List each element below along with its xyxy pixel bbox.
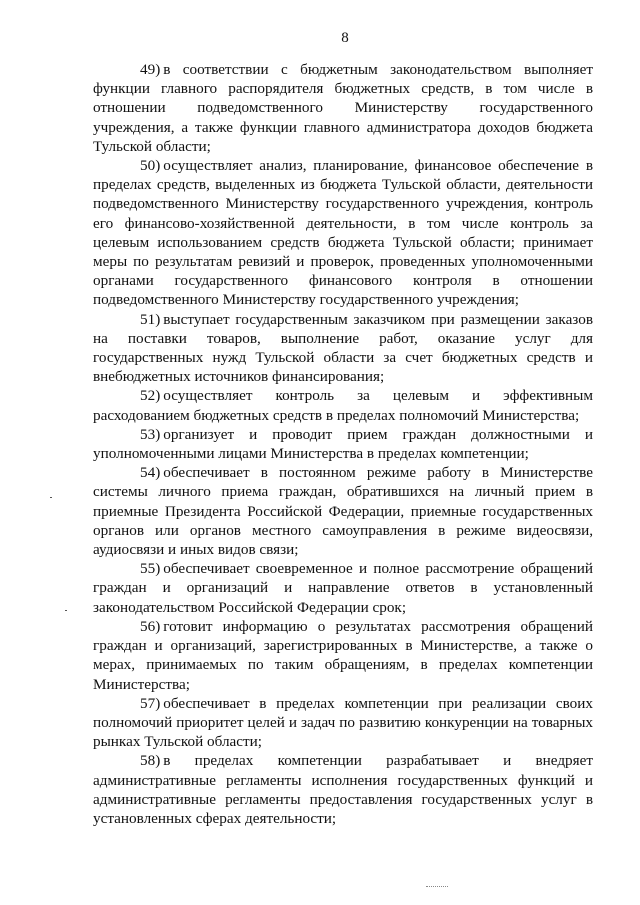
document-body xyxy=(93,60,593,828)
item-number: 56) xyxy=(140,617,161,635)
list-item xyxy=(93,386,593,424)
page-number: 8 xyxy=(341,30,349,46)
list-item xyxy=(93,463,593,559)
item-number: 54) xyxy=(140,464,161,482)
item-text: обеспечивает своевременное и полное рассмотрение обращений граждан и организаций и направление ответов в установленный законодательством Российской Федерации срок; xyxy=(93,560,593,616)
item-number: 51) xyxy=(140,310,161,328)
item-number: 49) xyxy=(140,61,161,78)
list-item xyxy=(93,310,593,387)
scan-artifact xyxy=(426,886,448,888)
item-number: 52) xyxy=(140,387,161,405)
item-text: осуществляет контроль за целевым и эффективным расходованием бюджетных средств в пределах полномочий Министерства; xyxy=(93,387,593,424)
item-number: 50) xyxy=(140,157,161,175)
item-text: осуществляет анализ, планирование, финансовое обеспечение в пределах средств, выделенных из бюджета Тульской области, деятельности подведомственного Министерству государственного учреждения, контроль его финансово-хозяйственной деятельности, в том числе контроль за целевым использованием средств бюджета Тульской области; принимает меры по результатам ревизий и проверок, проведенных уполномоченными органами государственного финансового контроля в отношении подведомственного Министерству государственного учреждения; xyxy=(93,157,593,309)
list-item xyxy=(93,60,593,156)
scan-speck xyxy=(50,497,52,498)
scan-speck xyxy=(65,610,67,611)
list-item xyxy=(93,559,593,617)
item-text: выступает государственным заказчиком при размещении заказов на поставки товаров, выполнение работ, оказание услуг для государственных нужд Тульской области за счет бюджетных средств и внебюджетных источников финансирования; xyxy=(93,310,593,386)
item-text: обеспечивает в постоянном режиме работу в Министерстве системы личного приема граждан, обратившихся на личный прием в приемные Президента Российской Федерации, приемные государственных органов или органов местного самоуправления в режиме видеосвязи, аудиосвязи и иных видов связи; xyxy=(93,464,593,559)
item-text: организует и проводит прием граждан должностными и уполномоченными лицами Министерства в пределах компетенции; xyxy=(93,425,593,463)
item-number: 58) xyxy=(140,752,161,770)
list-item xyxy=(93,617,593,694)
list-item xyxy=(93,694,593,752)
item-text: обеспечивает в пределах компетенции при реализации своих полномочий приоритет целей и задач по развитию конкуренции на товарных рынках Тульской области; xyxy=(93,694,593,751)
list-item xyxy=(93,425,593,463)
item-text: готовит информацию о результатах рассмотрения обращений граждан и организаций, зарегистрированных в Министерстве, а также о мерах, принимаемых по таким обращениям, в пределах компетенции Министерства; xyxy=(93,617,593,693)
item-number: 53) xyxy=(140,425,161,443)
list-item xyxy=(93,751,593,828)
list-item xyxy=(93,156,593,310)
item-number: 55) xyxy=(140,560,161,578)
item-text: в соответствии с бюджетным законодательством выполняет функции главного распорядителя бюджетных средств, в том числе в отношении подведомственного Министерству государственного учреждения, а также функции главного администратора доходов бюджета Тульской области; xyxy=(93,61,593,155)
item-number: 57) xyxy=(140,694,161,712)
item-text: в пределах компетенции разрабатывает и внедряет административные регламенты исполнения государственных функций и административные регламенты предоставления государственных услуг в установленных сферах деятельности; xyxy=(93,752,593,827)
